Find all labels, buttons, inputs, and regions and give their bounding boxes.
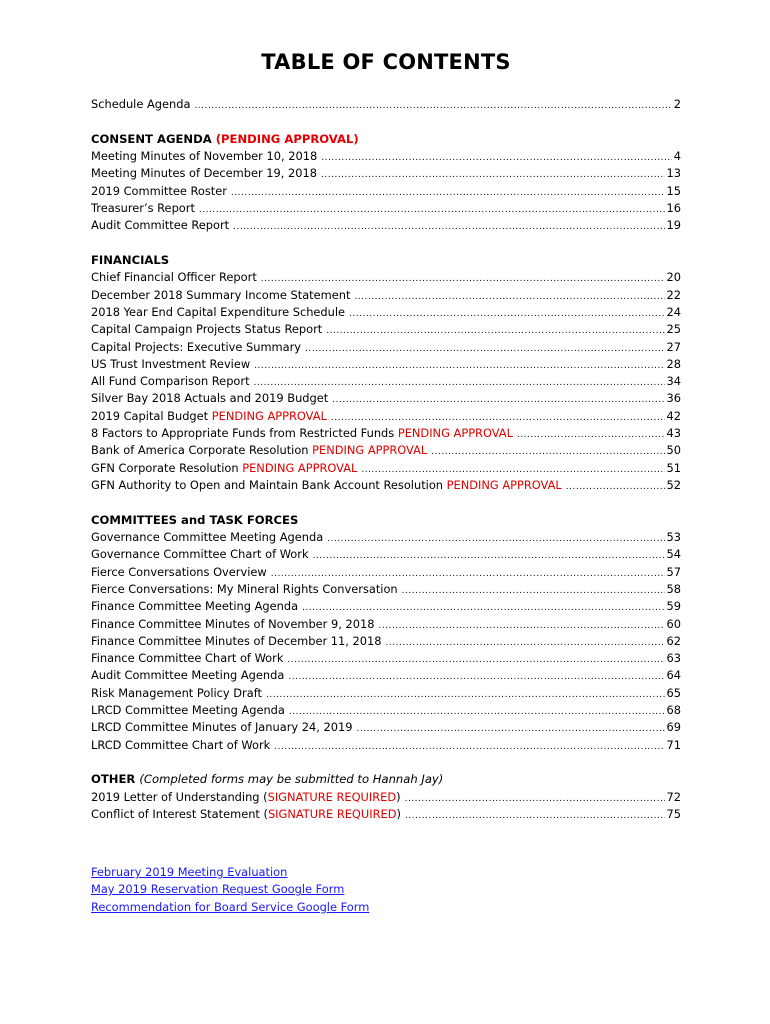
toc-entry	[91, 685, 681, 702]
dot-leader	[274, 739, 664, 756]
dot-leader	[321, 150, 672, 167]
toc-page-number: 22	[666, 287, 681, 302]
toc-page-number: 51	[666, 460, 681, 475]
toc-entry-label: LRCD Committee Chart of Work	[91, 737, 271, 752]
toc-entry	[91, 217, 681, 234]
toc-entry	[91, 356, 681, 373]
dot-leader	[349, 306, 664, 323]
toc-entry	[91, 321, 681, 338]
toc-page-number: 52	[666, 477, 681, 492]
toc-page-number: 27	[666, 339, 681, 354]
link-meeting-evaluation[interactable]: February 2019 Meeting Evaluation	[91, 865, 288, 879]
toc-entry-label: Capital Projects: Executive Summary	[91, 339, 302, 354]
pending-approval-flag: PENDING APPROVAL	[312, 443, 428, 458]
toc-entry	[91, 373, 681, 390]
toc-entry	[91, 269, 681, 286]
toc-entry	[91, 789, 681, 806]
toc-page-number: 58	[666, 581, 681, 596]
dot-leader	[517, 427, 665, 444]
toc-entry-label: Silver Bay 2018 Actuals and 2019 Budget	[91, 391, 329, 406]
pending-approval-flag: PENDING APPROVAL	[397, 426, 513, 441]
toc-page-number: 16	[666, 200, 681, 215]
toc-entry-label: 8 Factors to Appropriate Funds from Restricted Funds PENDING APPROVAL	[91, 426, 513, 441]
toc-entry	[91, 477, 681, 494]
toc-page-number: 72	[666, 789, 681, 804]
section-heading-financials: FINANCIALS	[91, 253, 170, 268]
signature-required-flag: SIGNATURE REQUIRED	[267, 789, 397, 804]
toc-entry	[91, 200, 681, 217]
dot-leader	[405, 808, 665, 825]
toc-entry-label: All Fund Comparison Report	[91, 374, 250, 389]
toc-page-number: 54	[666, 547, 681, 562]
toc-entry-label: 2019 Capital Budget PENDING APPROVAL	[91, 408, 327, 423]
toc-entry-label: Finance Committee Chart of Work	[91, 651, 284, 666]
dot-leader	[326, 323, 664, 340]
toc-entry	[91, 667, 681, 684]
dot-leader	[356, 721, 664, 738]
toc-entry-label: 2019 Committee Roster	[91, 183, 227, 198]
dot-leader	[354, 289, 664, 306]
section-heading-committees: COMMITTEES and TASK FORCES	[91, 512, 299, 527]
other-list	[91, 789, 681, 824]
toc-entry	[91, 408, 681, 425]
toc-entry	[91, 304, 681, 321]
toc-entry-label: Fierce Conversations: My Mineral Rights Conversation	[91, 581, 398, 596]
toc-page-number: 53	[666, 530, 681, 545]
section-heading-consent	[91, 131, 681, 148]
toc-entry-label: Finance Committee Meeting Agenda	[91, 599, 299, 614]
toc-entry-schedule-agenda	[91, 96, 681, 113]
toc-entry-label: GFN Corporate Resolution PENDING APPROVAL	[91, 460, 358, 475]
pending-approval-flag: (PENDING APPROVAL)	[215, 131, 359, 146]
financials-list	[91, 269, 681, 494]
dot-leader	[378, 618, 664, 635]
form-links	[91, 864, 369, 916]
toc-entry-label: 2018 Year End Capital Expenditure Schedule	[91, 304, 346, 319]
toc-entry	[91, 564, 681, 581]
toc-page-number: 68	[666, 703, 681, 717]
page-title: TABLE OF CONTENTS	[261, 50, 511, 74]
toc-entry-label: LRCD Committee Minutes of January 24, 2019	[91, 720, 353, 735]
toc-entry	[91, 287, 681, 304]
dot-leader	[287, 652, 664, 669]
toc-entry-label: GFN Authority to Open and Maintain Bank Account Resolution PENDING APPROVAL	[91, 477, 562, 492]
toc-entry	[91, 633, 681, 650]
section-note: (Completed forms may be submitted to Hannah Jay)	[139, 772, 444, 787]
toc-entry	[91, 339, 681, 356]
toc-page-number: 20	[666, 270, 681, 285]
link-reservation-request-form[interactable]: May 2019 Reservation Request Google Form	[91, 882, 345, 897]
toc-entry	[91, 442, 681, 459]
toc-page-number: 63	[666, 651, 681, 666]
dot-leader	[431, 444, 664, 461]
toc-entry	[91, 460, 681, 477]
dot-leader	[327, 531, 664, 548]
toc-entry	[91, 148, 681, 165]
toc-entry-label: Meeting Minutes of December 19, 2018	[91, 166, 318, 181]
committees-list	[91, 529, 681, 754]
toc-entry-label: Finance Committee Minutes of December 11, 2018	[91, 633, 382, 648]
toc-entry-label: Governance Committee Meeting Agenda	[91, 530, 324, 545]
toc-entry-label: Capital Campaign Projects Status Report	[91, 322, 323, 337]
toc-entry-label: Bank of America Corporate Resolution PENDING APPROVAL	[91, 443, 428, 458]
toc-entry-label: Audit Committee Report	[91, 218, 230, 233]
dot-leader	[321, 167, 664, 184]
dot-leader	[402, 583, 665, 600]
toc-entry-label: Risk Management Policy Draft	[91, 685, 262, 700]
toc-page-number: 50	[666, 443, 681, 458]
toc-page-number: 65	[666, 685, 681, 700]
dot-leader	[313, 548, 665, 565]
toc-entry-label: Conflict of Interest Statement (SIGNATURE REQUIRED)	[91, 806, 401, 821]
pending-approval-flag: PENDING APPROVAL	[242, 460, 358, 475]
toc-entry-label: US Trust Investment Review	[91, 356, 251, 371]
dot-leader	[233, 219, 664, 236]
dot-leader	[194, 98, 671, 115]
toc-page-number: 64	[666, 668, 681, 683]
toc-page-number: 60	[666, 616, 681, 631]
table-of-contents	[91, 96, 681, 823]
dot-leader	[332, 392, 664, 409]
toc-page-number: 2	[673, 97, 681, 111]
toc-entry	[91, 390, 681, 407]
link-board-service-form[interactable]: Recommendation for Board Service Google Form	[91, 899, 370, 914]
section-title: CONSENT AGENDA	[91, 131, 212, 146]
dot-leader	[231, 185, 665, 202]
toc-entry	[91, 165, 681, 182]
dot-leader	[386, 635, 665, 652]
toc-entry-label: Schedule Agenda	[91, 97, 191, 111]
toc-entry	[91, 546, 681, 563]
dot-leader	[566, 479, 665, 496]
toc-entry	[91, 529, 681, 546]
toc-entry	[91, 650, 681, 667]
pending-approval-flag: PENDING APPROVAL	[211, 408, 327, 423]
toc-entry-label: Chief Financial Officer Report	[91, 270, 257, 285]
toc-page-number: 25	[666, 322, 681, 337]
toc-entry-label: 2019 Letter of Understanding (SIGNATURE REQUIRED)	[91, 789, 401, 804]
toc-page-number: 19	[666, 218, 681, 233]
toc-entry	[91, 719, 681, 736]
toc-page-number: 28	[666, 356, 681, 371]
toc-entry-label: Meeting Minutes of November 10, 2018	[91, 149, 318, 164]
toc-entry-label: Fierce Conversations Overview	[91, 564, 267, 579]
toc-page-number: 62	[666, 633, 681, 648]
toc-page-number: 24	[666, 304, 681, 319]
toc-page-number: 36	[666, 391, 681, 406]
toc-page-number: 15	[666, 183, 681, 198]
toc-entry	[91, 425, 681, 442]
dot-leader	[288, 669, 664, 686]
dot-leader	[405, 791, 665, 808]
toc-entry-label: LRCD Committee Meeting Agenda	[91, 703, 285, 717]
toc-page-number: 57	[666, 564, 681, 579]
dot-leader	[266, 687, 665, 704]
toc-page-number: 69	[666, 720, 681, 735]
toc-entry-label: Governance Committee Chart of Work	[91, 547, 309, 562]
dot-leader	[305, 341, 664, 358]
toc-entry	[91, 702, 681, 719]
signature-required-flag: SIGNATURE REQUIRED	[267, 806, 397, 821]
section-title: OTHER	[91, 772, 136, 787]
toc-page-number: 34	[666, 374, 681, 389]
toc-page-number: 43	[666, 426, 681, 441]
section-heading-other	[91, 771, 681, 788]
toc-page-number: 71	[666, 737, 681, 752]
toc-entry	[91, 737, 681, 754]
toc-entry	[91, 598, 681, 615]
toc-page-number: 4	[673, 149, 681, 164]
toc-entry	[91, 581, 681, 598]
toc-entry-label: December 2018 Summary Income Statement	[91, 287, 351, 302]
toc-entry-label: Finance Committee Minutes of November 9, 2018	[91, 616, 375, 631]
pending-approval-flag: PENDING APPROVAL	[446, 477, 562, 492]
toc-entry	[91, 616, 681, 633]
toc-page-number: 13	[666, 166, 681, 181]
dot-leader	[199, 202, 665, 219]
toc-entry-label: Audit Committee Meeting Agenda	[91, 668, 285, 683]
dot-leader	[254, 358, 664, 375]
toc-page-number: 75	[666, 806, 681, 821]
toc-page-number: 59	[666, 599, 681, 614]
toc-entry-label: Treasurer’s Report	[91, 200, 195, 215]
toc-entry	[91, 183, 681, 200]
consent-list	[91, 148, 681, 234]
toc-page-number: 42	[666, 408, 681, 423]
toc-entry	[91, 806, 681, 823]
